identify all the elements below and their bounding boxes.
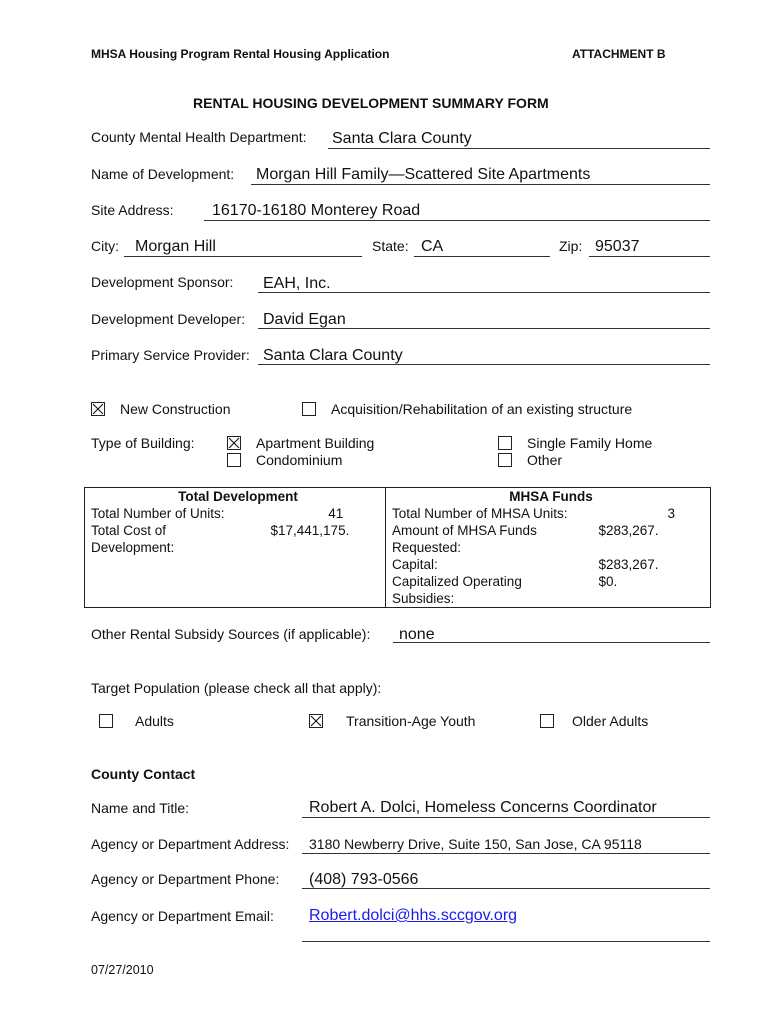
dev-name-value[interactable]: Morgan Hill Family—Scattered Site Apartments (256, 166, 591, 183)
provider-label: Primary Service Provider: (91, 347, 250, 363)
contact-name-value[interactable]: Robert A. Dolci, Homeless Concerns Coordinator (309, 799, 657, 816)
form-title: RENTAL HOUSING DEVELOPMENT SUMMARY FORM (193, 95, 549, 111)
city-value[interactable]: Morgan Hill (135, 238, 216, 255)
amount-requested-label (386, 522, 593, 556)
dev-name-label: Name of Development: (91, 166, 235, 182)
total-units-value: 41 (265, 505, 386, 522)
state-label: State: (372, 238, 409, 254)
sponsor-label: Development Sponsor: (91, 274, 234, 290)
checked-x-icon (92, 403, 104, 415)
new-construction-label: New Construction (120, 401, 231, 417)
building-type-label: Type of Building: (91, 435, 195, 451)
contact-email-label: Agency or Department Email: (91, 908, 274, 924)
capital-value: $283,267. (593, 556, 711, 573)
transition-age-youth-label: Transition-Age Youth (346, 713, 476, 729)
provider-value[interactable]: Santa Clara County (263, 347, 403, 364)
county-dept-value[interactable]: Santa Clara County (332, 130, 472, 147)
state-value[interactable]: CA (421, 238, 444, 255)
contact-name-label: Name and Title: (91, 800, 190, 816)
subsidy-label: Other Rental Subsidy Sources (if applicable): (91, 626, 371, 642)
total-cost-label-line1: Total Cost of (91, 523, 167, 538)
contact-name-underline (302, 817, 710, 818)
county-dept-underline (328, 148, 710, 149)
county-dept-label: County Mental Health Department: (91, 129, 307, 145)
zip-value[interactable]: 95037 (595, 238, 640, 255)
total-cost-value: $17,441,175. (265, 522, 386, 556)
state-underline (414, 256, 550, 257)
mhsa-funds-header: MHSA Funds (386, 488, 711, 506)
contact-address-label: Agency or Department Address: (91, 836, 290, 852)
mhsa-units-value: 3 (593, 505, 711, 522)
city-label: City: (91, 238, 119, 254)
mhsa-units-label: Total Number of MHSA Units: (392, 506, 568, 521)
contact-phone-label: Agency or Department Phone: (91, 871, 280, 887)
acquisition-rehab-checkbox[interactable] (302, 402, 316, 416)
apartment-building-checkbox[interactable] (227, 436, 241, 450)
total-development-header: Total Development (85, 488, 386, 506)
contact-email-underline (302, 941, 710, 942)
new-construction-checkbox[interactable] (91, 402, 105, 416)
target-population-label: Target Population (please check all that apply): (91, 680, 382, 696)
attachment-label: ATTACHMENT B (572, 47, 666, 61)
adults-checkbox[interactable] (99, 714, 113, 728)
condominium-label: Condominium (256, 452, 343, 468)
transition-age-youth-checkbox[interactable] (309, 714, 323, 728)
capitalized-operating-label-line1: Capitalized Operating (392, 574, 522, 589)
total-cost-label-line2: Development: (91, 540, 175, 555)
checked-x-icon (310, 715, 322, 727)
contact-address-underline (302, 853, 710, 854)
older-adults-checkbox[interactable] (540, 714, 554, 728)
subsidy-underline (393, 642, 710, 643)
sponsor-underline (258, 292, 710, 293)
contact-address-value[interactable]: 3180 Newberry Drive, Suite 150, San Jose, CA 95118 (309, 836, 642, 852)
sponsor-value[interactable]: EAH, Inc. (263, 275, 331, 292)
city-underline (124, 256, 362, 257)
amount-requested-value: $283,267. (593, 522, 711, 556)
site-address-underline (204, 220, 710, 221)
other-building-label: Other (527, 452, 563, 468)
provider-underline (258, 364, 710, 365)
amount-requested-label-line1: Amount of MHSA Funds (392, 523, 537, 538)
development-funds-table (84, 487, 711, 608)
zip-underline (589, 256, 710, 257)
document-header-title: MHSA Housing Program Rental Housing Application (91, 47, 390, 61)
acquisition-rehab-label: Acquisition/Rehabilitation of an existing structure (331, 401, 633, 417)
developer-label: Development Developer: (91, 311, 246, 327)
condominium-checkbox[interactable] (227, 453, 241, 467)
single-family-label: Single Family Home (527, 435, 653, 451)
site-address-label: Site Address: (91, 202, 174, 218)
zip-label: Zip: (559, 238, 583, 254)
capital-label: Capital: (392, 557, 438, 572)
dev-name-underline (251, 184, 710, 185)
capitalized-operating-label (386, 573, 593, 608)
single-family-checkbox[interactable] (498, 436, 512, 450)
contact-email-link[interactable]: Robert.dolci@hhs.sccgov.org (309, 907, 518, 924)
total-cost-label (85, 522, 265, 556)
subsidy-value[interactable]: none (399, 626, 435, 643)
contact-phone-value[interactable]: (408) 793-0566 (309, 871, 419, 888)
total-units-label: Total Number of Units: (85, 505, 265, 522)
amount-requested-label-line2: Requested: (392, 540, 462, 555)
footer-date: 07/27/2010 (91, 963, 154, 977)
older-adults-label: Older Adults (572, 713, 649, 729)
county-contact-heading: County Contact (91, 766, 196, 782)
checked-x-icon (228, 437, 240, 449)
developer-value[interactable]: David Egan (263, 311, 346, 328)
capitalized-operating-label-line2: Subsidies: (392, 591, 455, 606)
developer-underline (258, 328, 710, 329)
site-address-value[interactable]: 16170-16180 Monterey Road (212, 202, 421, 219)
contact-phone-underline (302, 888, 710, 889)
apartment-building-label: Apartment Building (256, 435, 375, 451)
capitalized-operating-value: $0. (593, 573, 711, 608)
other-building-checkbox[interactable] (498, 453, 512, 467)
adults-label: Adults (135, 713, 174, 729)
